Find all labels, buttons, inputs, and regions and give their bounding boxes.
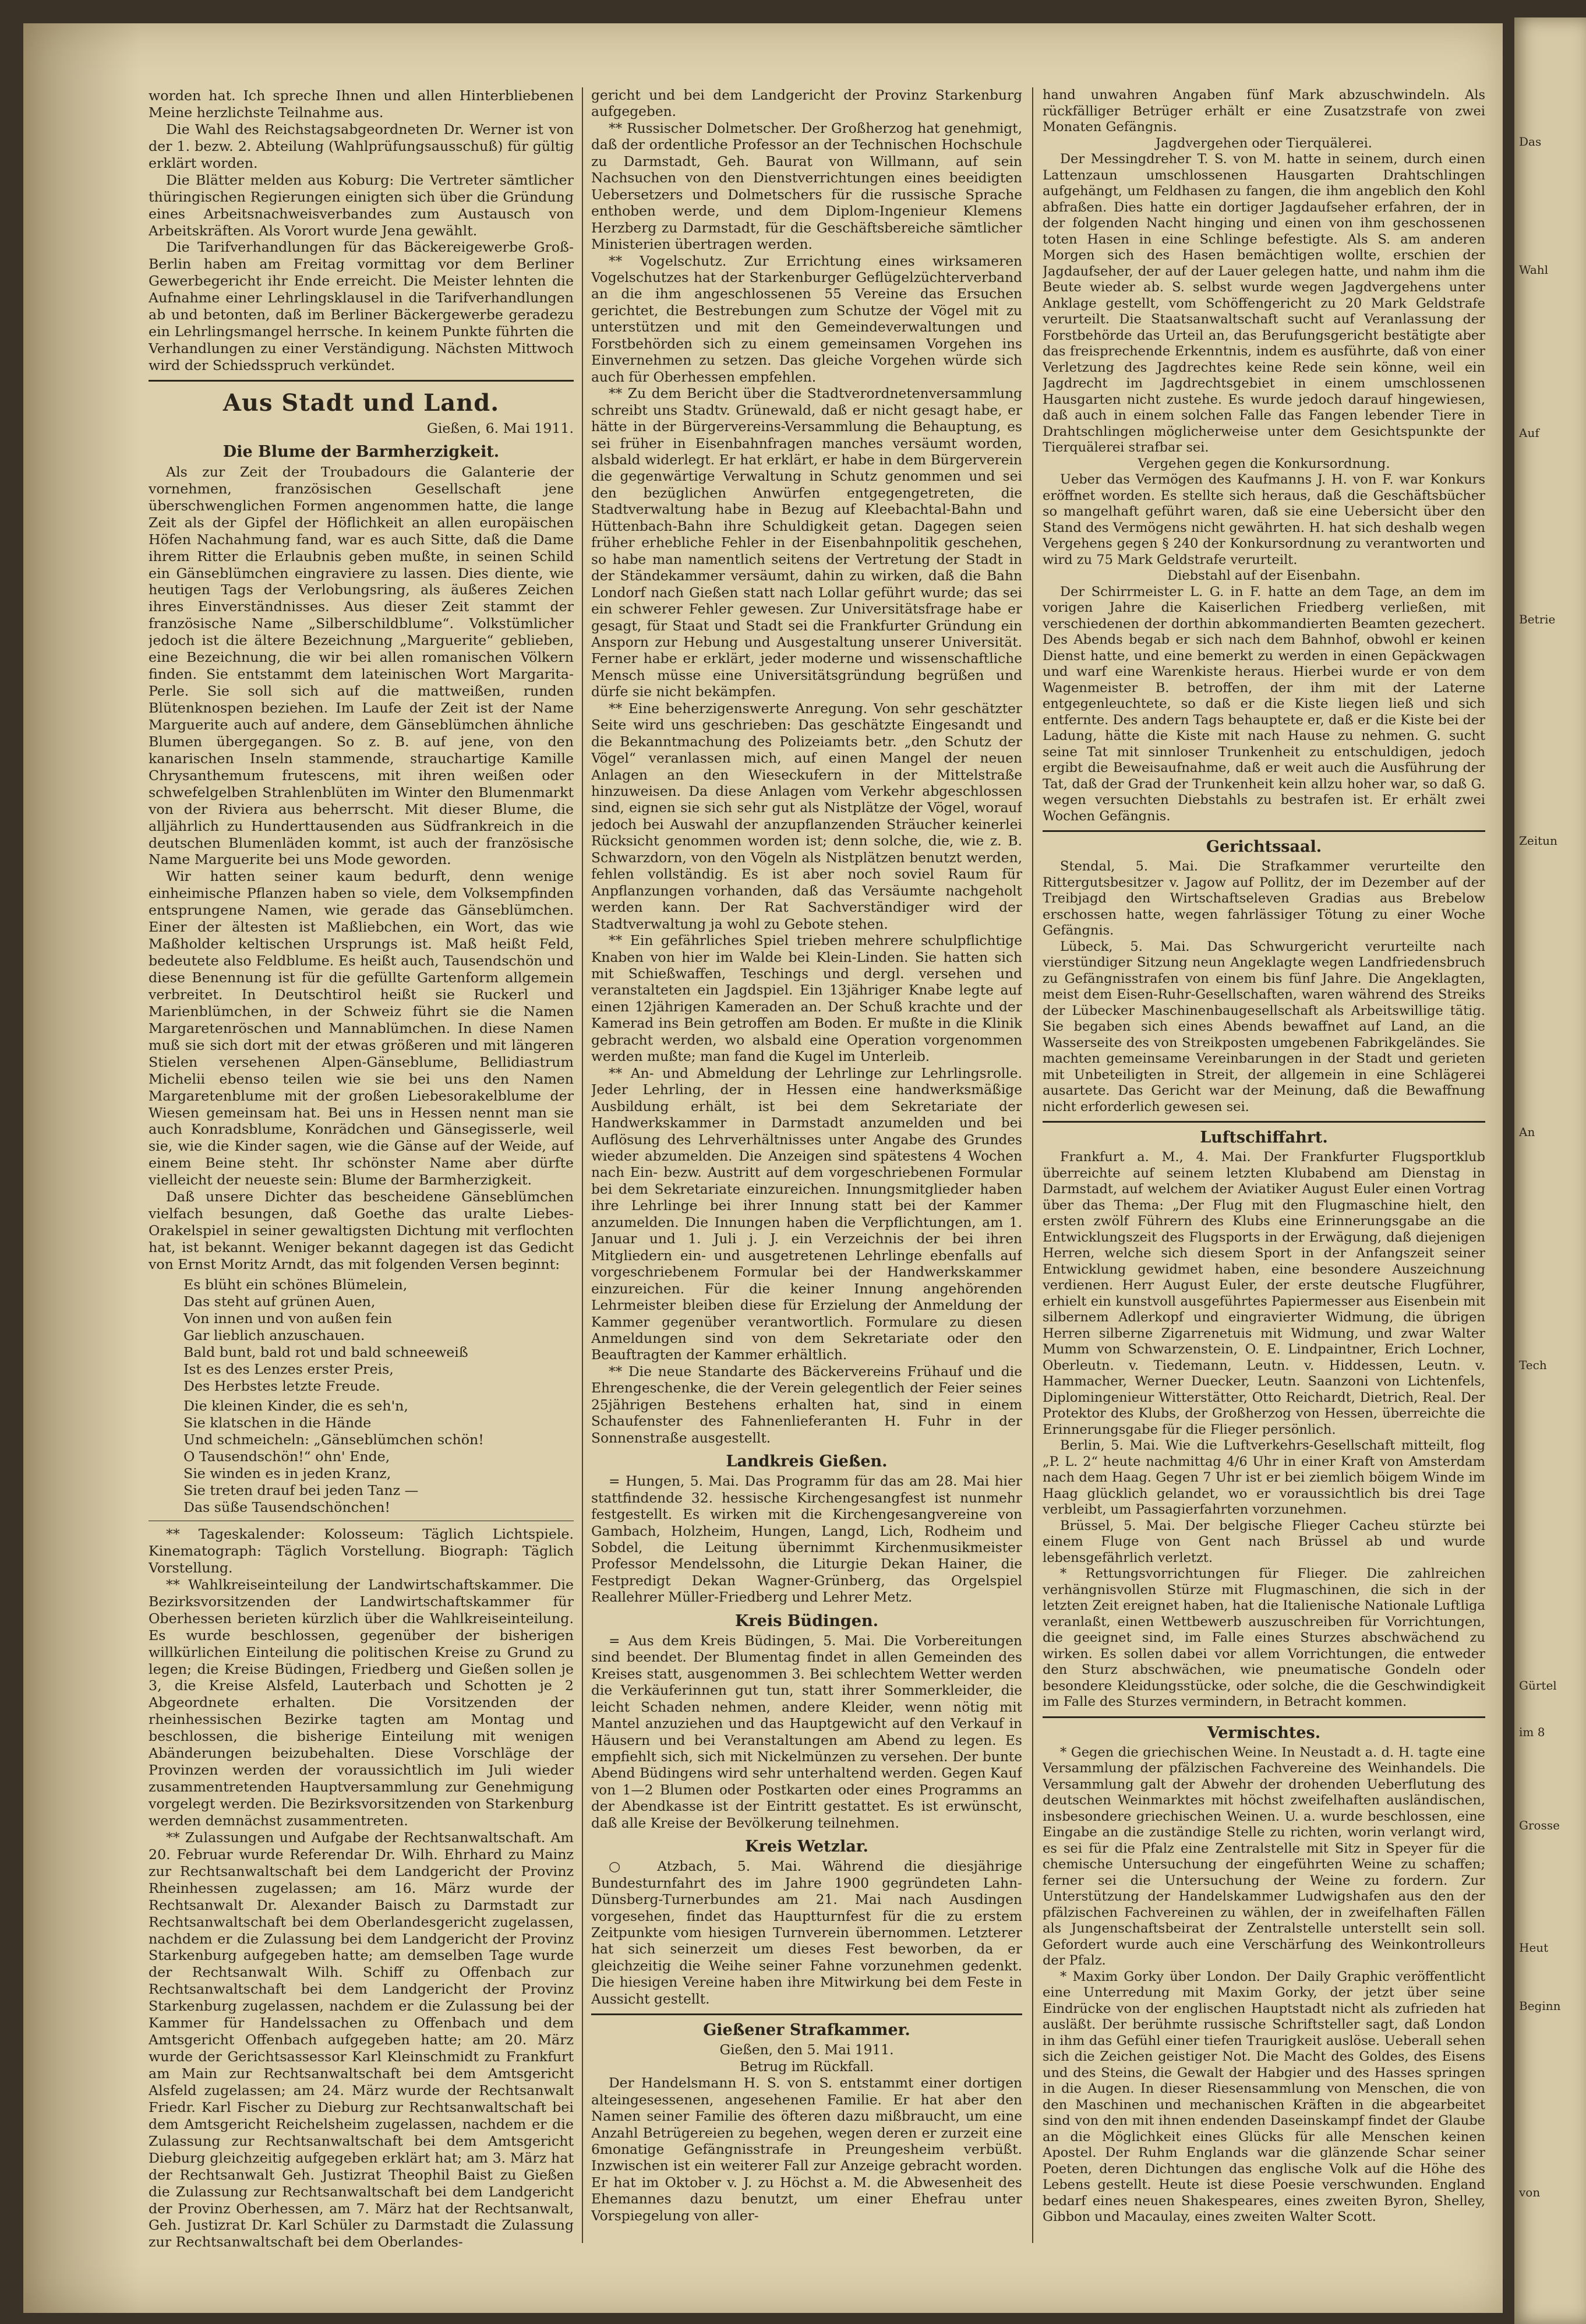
paragraph: ** Eine beherzigenswerte Anregung. Von sehr geschätzter Seite wird uns geschrieben: Das geschätzte Eingesandt und die Bekanntmachung des Polizeiamts betr. „den Schutz der Vögel“ veranlassen mich, auf einen Mangel der neuen Anlagen an den Wieseckufern in der Mittelstraße hinzuweisen. Da diese Anlagen vom Verkehr abgeschlossen sind, eignen sie sich sehr gut als Nistplätze der Vögel, worauf jedoch bei Auswahl der anzupflanzenden Sträucher keinerlei Rücksicht genommen worden ist; denn solche, die, wie z. B. Schwarzdorn, von den Vögeln als Nistplätzen benutzt werden, fehlen vollständig. Es ist aber noch soviel Raum für Anpflanzungen vorhanden, daß das Versäumte nachgeholt werden kann. Der Rat Sachverständiger wird der Stadtverwaltung ja wohl zu Gebote stehen.: [591, 700, 1022, 932]
paragraph: Die Wahl des Reichstagsabgeordneten Dr. Werner ist von der 1. bezw. 2. Abteilung (Wahlprüfungsausschuß) für gültig erklärt worden.: [149, 121, 574, 171]
paragraph: Der Messingdreher T. S. von M. hatte in seinem, durch einen Lattenzaun umschlossenen Hausgarten Drahtschlingen aufgehängt, um Feldhasen zu fangen, die ihm angeblich den Kohl abfraßen. Dies hatte ein dortiger Jagdaufseher erfahren, der in der folgenden Nacht hinging und einen von ihm geschossenen toten Hasen in eine Schlinge befestigte. Als S. am anderen Morgen sich des Hasen bemächtigen wollte, erschien der Jagdaufseher, der auf der Lauer gelegen hatte, und nahm ihm die Beute wieder ab. S. selbst wurde wegen Jagdvergehens unter Anklage gestellt, vom Schöffengericht zu 20 Mark Geldstrafe verurteilt. Die Staatsanwaltschaft sucht auf Veranlassung der Forstbehörde das Urteil an, das Berufungsgericht bestätigte aber das freisprechende Erkenntnis, indem es ausführte, daß von einer Verletzung des Jagdrechtes keine Rede sein könne, weil ein Jagdrecht im Jagdrechtsgebiet in einem umschlossenen Hausgarten nicht zustehe. Es wurde jedoch darauf hingewiesen, daß auch in einem solchen Falle das Fangen lebender Tiere in Drahtschlingen möglicherweise unter dem Gesichtspunkte der Tierquälerei strafbar sei.: [1043, 151, 1485, 455]
page-gutter-shadow: [23, 23, 140, 2313]
paragraph: Die Tarifverhandlungen für das Bäckereigewerbe Groß-Berlin haben am Freitag vormittag vor dem Berliner Gewerbegericht ihr Ende erreicht. Die Meister lehnten die Aufnahme einer Lehrlingsklausel in die Tarifverhandlungen ab und betonten, daß im Berliner Bäckergewerbe geradezu ein Lehrlingsmangel herrsche. In keinem Punkte führten die Verhandlungen zu einer Verständigung. Nächsten Mittwoch wird der Schiedsspruch verkündet.: [149, 239, 574, 373]
subheading: Betrug im Rückfall.: [739, 2058, 874, 2075]
section-rule: [1043, 1121, 1485, 1123]
paragraph: Frankfurt a. M., 4. Mai. Der Frankfurter Flugsportklub überreichte auf seinem letzten Klubabend am Dienstag in Darmstadt, auf welchem der Aviatiker August Euler einen Vortrag über das Thema: „Der Flug mit den Flugmaschine hielt, den ersten zwölf Führern des Klubs eine Erinnerungsgabe an die Entwicklungszeit des Flugsports in der Erwägung, daß diejenigen Herren, welche sich diesem Sport in der Anfangszeit seiner Entwicklung gewidmet haben, eine besondere Auszeichnung verdienen. Herr August Euler, der erste deutsche Flugführer, erhielt ein kunstvoll ausgeführtes Papiermesser aus Eisenbein mit silbernem Adlerkopf und eingravierter Widmung, die übrigen Herren silberne Zigarrenetuis mit Widmung, und zwar Walter Mumm von Schwarzenstein, O. E. Lindpaintner, Erich Lochner, Oberleutn. v. Tiedemann, Leutn. v. Hiddessen, Leutn. v. Hammacher, Werner Duecker, Leutn. Saanzoni von Lichtenfels, Diplomingenieur Witterstätter, Otto Reichardt, Dietrich, Real. Der Protektor des Klubs, der Großherzog von Hessen, überreichte die Erinnerungsgabe für die Flieger persönlich.: [1043, 1149, 1485, 1437]
adjacent-page-edge: [1514, 17, 1586, 2324]
paragraph: ** Russischer Dolmetscher. Der Großherzog hat genehmigt, daß der ordentliche Professor an der Technischen Hochschule zu Darmstadt, Geh. Baurat von Willmann, auf sein Nachsuchen von den Dienstverrichtungen eines beeidigten Uebersetzers und Dolmetschers für die russische Sprache enthoben werde, und dem Diplom-Ingenieur Klemens Herzberg zu Darmstadt, für die Geschäftsbereiche sämtlicher Ministerien übertragen werden.: [591, 120, 1022, 253]
column-2: [591, 87, 1022, 2255]
section-rule: [149, 380, 574, 382]
paragraph: ** Die neue Standarte des Bäckervereins Frühauf und die Ehrengeschenke, die der Verein gelegentlich der Feier seines 25jährigen Bestehens erhalten hat, sind in einem Schaufenster des Fahnenlieferanten H. Fuhr in der Sonnenstraße ausgestellt.: [591, 1363, 1022, 1446]
section-rule: [591, 2013, 1022, 2015]
paragraph: Als zur Zeit der Troubadours die Galanterie der vornehmen, französischen Gesellschaft jene überschwenglichen Formen angenommen hatte, die lange Zeit als der Gipfel der Höflichkeit an allen europäischen Höfen Nachahmung fand, war es auch Sitte, daß die Dame ihrem Ritter die Erlaubnis geben mußte, in seinen Schild ein Gänseblümchen eingraviere zu lassen. Dies diente, wie heutigen Tags der Verlobungsring, als äußeres Zeichen ihres Einverständnisses. Aus dieser Zeit stammt der französische Name „Silberschildblume“. Volkstümlicher jedoch ist die ältere Bezeichnung „Marguerite“ geblieben, eine Bezeichnung, die wir bei allen romanischen Völkern finden. Sie entstammt dem lateinischen Wort Margarita-Perle. Sie soll sich auf die mattweißen, runden Blütenknospen beziehen. Im Laufe der Zeit ist der Name Marguerite auch auf andere, dem Gänseblümchen ähnliche Blumen übergegangen. So z. B. auf jene, von den kanarischen Inseln stammende, strauchartige Kamille Chrysanthemum frutescens, mit ihren weißen oder schwefelgelben Strahlenblüten im Winter den Blumenmarkt von der Riviera aus beherrscht. Mit dieser Blume, die alljährlich zu Hunderttausenden aus Südfrankreich in die deutschen Blumenläden kommt, ist auch der französische Name Marguerite bei uns Mode geworden.: [149, 463, 574, 868]
column-3: [1043, 87, 1485, 2255]
margin-fragment: Wahl: [1519, 263, 1549, 277]
section-heading: Gerichtssaal.: [1206, 838, 1322, 856]
paragraph: Der Handelsmann H. S. von S. entstammt einer dortigen alteingesessenen, angesehenen Familie. Er hat aber den Namen seiner Familie des öfteren dazu mißbraucht, um eine Anzahl Betrügereien zu begehen, wegen deren er zurzeit eine 6monatige Gefängnisstrafe in Preungesheim verbüßt. Inzwischen ist ein weiterer Fall zur Anzeige gebracht worden. Er hat im Oktober v. J. zu Höchst a. M. die Abwesenheit des Ehemannes dazu benutzt, um einer Ehefrau unter Vorspiegelung von aller-: [591, 2075, 1022, 2224]
paragraph: Stendal, 5. Mai. Die Strafkammer verurteilte den Rittergutsbesitzer v. Jagow auf Pollitz, der im Dezember auf der Treibjagd den Wirtschaftseleven Gradias aus Brebelow erschossen hatte, wegen fahrlässiger Tötung zu einer Woche Gefängnis.: [1043, 859, 1485, 938]
column-divider: [1032, 87, 1033, 2243]
paragraph: ** Wahlkreiseinteilung der Landwirtschaftskammer. Die Bezirksvorsitzenden der Landwirtschaftskammer für Oberhessen berieten kürzlich über die Wahlkreiseinteilung. Es wurde beschlossen, gegenüber der bisherigen willkürlichen Einteilung die politischen Kreise zu Grund zu legen; die Kreise Büdingen, Friedberg und Gießen sollen je 3, die Kreise Alsfeld, Lauterbach und Schotten je 2 Abgeordnete erhalten. Die Vorsitzenden der rheinhessischen Bezirke tagten am Montag und beschlossen, die bisherige Einteilung mit wenigen Abänderungen beizubehalten. Diese Vorschläge der Provinzen werden der voraussichtlich im Juli wieder zusammentretenden Hauptversammlung zur Genehmigung vorgelegt werden. Die Bezirksvorsitzenden von Starkenburg werden demnächst zusammentreten.: [149, 1576, 574, 1829]
paragraph: Brüssel, 5. Mai. Der belgische Flieger Cacheu stürzte bei einem Fluge von Gent nach Brüssel ab und wurde lebensgefährlich verletzt.: [1043, 1518, 1485, 1565]
paragraph: Der Schirrmeister L. G. in F. hatte an dem Tage, an dem im vorigen Jahre die Kaiserlichen Friedberg verließen, mit verschiedenen der dorthin abkommandierten Beamten gezechert. Des Abends begab er sich nach dem Bahnhof, obwohl er keinen Dienst hatte, und eine bemerkt zu werden in einen Gepäckwagen und warf eine Warenkiste heraus. Hierbei wurde er von dem Wagenmeister B. betroffen, der ihm mit der Laterne entgegenleuchtete, so daß er die Kiste liegen ließ und sich entfernte. Des andern Tags behauptete er, daß er die Kiste bei der Ladung, hätte die Kiste mit nach Hause zu nehmen. G. sucht seine Tat mit sinnloser Trunkenheit zu entschuldigen, jedoch ergibt die Beweisaufnahme, daß er weit auch die Ausführung der Tat, daß der Grad der Trunkenheit kein allzu hoher war, so daß G. wegen versuchten Diebstahls zu bestrafen ist. Er erhält zwei Wochen Gefängnis.: [1043, 584, 1485, 824]
margin-fragment: Das: [1519, 135, 1542, 149]
subheading: Vergehen gegen die Konkursordnung.: [1138, 456, 1390, 471]
margin-fragment: Heut: [1519, 1941, 1549, 1955]
paragraph: ** An- und Abmeldung der Lehrlinge zur Lehrlingsrolle. Jeder Lehrling, der in Hessen eine handwerksmäßige Ausbildung erhält, ist bei dem Sekretariate der Handwerkskammer in Darmstadt anzumelden und bei Auflösung des Lehrverhältnisses unter Angabe des Grundes wieder abzumelden. Die Anzeigen sind spätestens 4 Wochen nach Ein- bezw. Austritt auf dem vorgeschriebenen Formular bei dem Sekretariate einzureichen. Innungsmitglieder haben ihre Lehrlinge bei ihrer Innung statt bei der Kammer anzumelden. Die Innungen haben die Verpflichtungen, am 1. Januar und 1. Juli j. J. ein Verzeichnis der bei ihren Mitgliedern ein- und ausgetretenen Lehrlinge ebenfalls auf vorgeschriebenem Formular bei der Handwerkskammer einzureichen. Für die keiner Innung angehörenden Lehrmeister bleiben diese für Erzielung der Anmeldung der Kammer gegenüber verantwortlich. Formulare zu diesen Anmeldungen sind von dem Sekretariate oder den Beauftragten der Kammer erhältlich.: [591, 1065, 1022, 1363]
paragraph: gericht und bei dem Landgericht der Provinz Starkenburg aufgegeben.: [591, 87, 1022, 120]
poem-stanza: Die kleinen Kinder, die es seh'n, Sie klatschen in die Hände Und schmeicheln: „Gänseblümchen schön! O Tausendschön!“ ohn' Ende, Sie winden es in jeden Kranz, Sie treten drauf bei jeden Tanz — Das süße Tausendschönchen!: [183, 1398, 484, 1516]
paragraph: ○ Atzbach, 5. Mai. Während die diesjährige Bundesturnfahrt des im Jahre 1900 gegründeten Lahn-Dünsberg-Turnerbundes am 21. Mai nach Ausdingen vorgesehen, findet das Hauptturnfest für die zu erstem Zeitpunkte vom hiesigen Turnverein übernommen. Letzterer hat sich seinerzeit um dieses Fest beworben, da er gleichzeitig die Weihe seiner Fahne vorzunehmen gedenkt. Die hiesigen Vereine haben ihre Mitwirkung bei dem Feste in Aussicht gestellt.: [591, 1859, 1022, 2007]
paragraph: ** Ein gefährliches Spiel trieben mehrere schulpflichtige Knaben von hier im Walde bei Klein-Linden. Sie hatten sich mit Schießwaffen, Teschings und dergl. versehen und veranstalteten ein Jagdspiel. Ein 13jähriger Knabe legte auf einen 12jährigen Kameraden an. Der Schuß krachte und der Kamerad ins Bein getroffen am Boden. Er mußte in die Klinik gebracht werden, wo alsbald eine Operation vorgenommen werden mußte; man fand die Kugel im Unterleib.: [591, 933, 1022, 1065]
column-divider: [582, 87, 583, 2243]
margin-fragment: Betrie: [1519, 612, 1556, 626]
subheading: Diebstahl auf der Eisenbahn.: [1167, 568, 1361, 583]
paragraph: Wir hatten seiner kaum bedurft, denn wenige einheimische Pflanzen haben so viele, dem Volksempfinden entsprungene Namen, wie gerade das Gänseblümchen. Einer der ältesten ist Maßliebchen, ein Wort, das wie Maßholder keltischen Ursprungs ist. Maß heißt Feld, bedeutete also Feldblume. Es heißt auch, Tausendschön und diese Benennung ist für die gefüllte Gartenform allgemein verbreitet. In Deutschtirol heißt sie Ruckerl und Marienblümchen, in der Schweiz führt sie die Namen Margaretenröschen und Mannablümchen. In diese Namen muß sie sich dort mit der etwas größeren und mit längeren Stielen versehenen Alpen-Gänseblume, Bellidiastrum Michelii ebenso teilen wie sie bei uns den Namen Margaretenblume mit der großen Liebesorakelblume der Wiesen gemeinsam hat. Bei uns in Hessen nennt man sie auch Konradsblume, Konrädchen und Gänsegisserle, weil sie, wie die Kinder sagen, wie die Gänse auf der Weide, auf einem Beine steht. Ihr schönster Name aber dürfte vielleicht der neueste sein: Blume der Barmherzigkeit.: [149, 868, 574, 1189]
paragraph: ** Tageskalender: Kolosseum: Täglich Lichtspiele. Kinematograph: Täglich Vorstellung. Biograph: Täglich Vorstellung.: [149, 1526, 574, 1576]
subheading: Jagdvergehen oder Tierquälerei.: [1156, 135, 1372, 151]
poem-stanza: Es blüht ein schönes Blümelein, Das steht auf grünen Auen, Von innen und von außen fein Gar lieblich anzuschauen. Bald bunt, bald rot und bald schneeweiß Ist es des Lenzes erster Preis, Des Herbstes letzte Freude.: [183, 1276, 468, 1394]
dateline: Gießen, 6. Mai 1911.: [426, 419, 574, 436]
paragraph: = Hungen, 5. Mai. Das Programm für das am 28. Mai hier stattfindende 32. hessische Kirchengesangfest ist nunmehr festgestellt. Es wirken mit die Kirchengesangvereine von Gambach, Holzheim, Hungen, Langd, Lich, Rodheim und Sobdel, die Leitung übernimmt Kirchenmusikmeister Professor Mendelssohn, die Liturgie Dekan Hainer, die Festpredigt Dekan Wagner-Grünberg, das Orgelspiel Reallehrer Müller-Friedberg und Lehrer Metz.: [591, 1473, 1022, 1606]
margin-fragment: Beginn: [1519, 1999, 1561, 2013]
margin-fragment: An: [1519, 1125, 1535, 1139]
paragraph: Berlin, 5. Mai. Wie die Luftverkehrs-Gesellschaft mitteilt, flog „P. L. 2“ heute nachmittag 4/6 Uhr in einer Kraft von Amsterdam nach dem Haag. Gegen 7 Uhr ist er bei ziemlich böigem Winde im Haag glücklich gelandet, wo er voraussichtlich bis drei Tage verbleibt, um Passagierfahrten vorzunehmen.: [1043, 1438, 1485, 1517]
paragraph: ** Zulassungen und Aufgabe der Rechtsanwaltschaft. Am 20. Februar wurde Referendar Dr. Wilh. Ehrhard zu Mainz zur Rechtsanwaltschaft bei dem Landgericht der Provinz Rheinhessen zugelassen; am 16. März wurde der Rechtsanwalt Dr. Alexander Baisch zu Darmstadt zur Rechtsanwaltschaft bei dem Oberlandesgericht zugelassen, nachdem er die Zulassung bei dem Landgericht der Provinz Starkenburg aufgegeben hatte; am demselben Tage wurde der Rechtsanwalt Wilh. Schiff zu Offenbach zur Rechtsanwaltschaft bei dem Landgericht der Provinz Starkenburg zugelassen, nachdem er die Zulassung bei der Kammer für Handelssachen zu Offenbach und dem Amtsgericht Offenbach aufgegeben hatte; am 20. März wurde der Gerichtsassessor Karl Kleinschmidt zu Frankfurt am Main zur Rechtsanwaltschaft bei dem Amtsgericht Alsfeld zugelassen; am 24. März wurde der Rechtsanwalt Friedr. Karl Fischer zu Dieburg zur Rechtsanwaltschaft bei dem Amtsgericht Reichelsheim zugelassen, nachdem er die Zulassung zur Rechtsanwaltschaft bei dem Amtsgericht Dieburg gleichzeitig aufgegeben erklärt hat; am 3. März hat der Rechtsanwalt Geh. Justizrat Theophil Baist zu Gießen die Zulassung zur Rechtsanwaltschaft bei dem Landgericht der Provinz Oberhessen, am 7. März hat der Rechtsanwalt, Geh. Justizrat Dr. Karl Schüler zu Darmstadt die Zulassung zur Rechtsanwaltschaft bei dem Oberlandes-: [149, 1829, 574, 2251]
section-heading: Luftschiffahrt.: [1200, 1129, 1328, 1147]
section-heading: Gießener Strafkammer.: [703, 2021, 910, 2040]
section-heading: Vermischtes.: [1207, 1723, 1321, 1742]
region-heading: Kreis Wetzlar.: [745, 1838, 868, 1856]
dateline: Gießen, den 5. Mai 1911.: [719, 2042, 894, 2058]
margin-fragment: Gürtel: [1519, 1678, 1557, 1692]
margin-fragment: Grosse: [1519, 1818, 1560, 1832]
column-1: [149, 87, 574, 2255]
paragraph: ** Zu dem Bericht über die Stadtverordnetenversammlung schreibt uns Stadtv. Grünewald, daß er nicht gesagt habe, er hätte in der Bürgervereins-Versammlung die Behauptung, es sei früher in Eisenbahnfragen manches versäumt worden, alsbald widerlegt. Er hat erklärt, er habe in dem Bürgerverein die gegenwärtige Verwaltung in Schutz genommen und sei den bezüglichen Anwürfen entgegengetreten, die Stadtverwaltung habe in Bezug auf Kleebachtal-Bahn und Hüttenbach-Bahn ihre Schuldigkeit getan. Dagegen seien früher erhebliche Fehler in der Eisenbahnpolitik geschehen, so habe man namentlich seitens der Vertretung der Stadt in der Ständekammer versäumt, dahin zu wirken, daß die Bahn Londorf nach Gießen statt nach Lollar geführt wurde; das sei ein schwerer Fehler gewesen. Zur Universitätsfrage habe er gesagt, für Staat und Stadt sei die Frankfurter Gründung ein Ansporn zur Hebung und Ausgestaltung unserer Universität. Ferner habe er erklärt, jeder moderne und wissenschaftliche Mensch müsse eine Universitätsgründung begrüßen und dürfe sie nicht bekämpfen.: [591, 386, 1022, 700]
paragraph: Die Blätter melden aus Koburg: Die Vertreter sämtlicher thüringischen Regierungen einigten sich über die Gründung eines Arbeitsnachweisverbandes zum Austausch von Arbeitskräften. Als Vorort wurde Jena gewählt.: [149, 171, 574, 239]
region-heading: Landkreis Gießen.: [726, 1452, 888, 1471]
margin-fragment: von: [1519, 2185, 1541, 2199]
margin-fragment: Tech: [1519, 1358, 1547, 1372]
paragraph: * Gegen die griechischen Weine. In Neustadt a. d. H. tagte eine Versammlung der pfälzischen Fachvereine des Weinhandels. Die Versammlung galt der Abwehr der drohenden Ueberflutung des deutschen Weinmarktes mit höchst zweifelhaften ausländischen, insbesondere griechischen Weinen. U. a. wurde beschlossen, eine Eingabe an die zuständige Stelle zu richten, worin verlangt wird, es sei für die Pfalz eine Zentralstelle mit Sitz in Speyer für die chemische Untersuchung der eingeführten Weine zu schaffen; ferner sei die Untersuchung der Weine zu fordern. Zur Unterstützung der Handelskammer Ludwigshafen aus den der pfälzischen Fachvereinen zu wählen, der in zweifelhaften Fällen als Jungenschaftsbeirat der Zentralstelle unterstellt sein soll. Gefordert wurde auch eine Verschärfung des Weinkontrolleurs der Pfalz.: [1043, 1744, 1485, 1968]
section-heading: Aus Stadt und Land.: [222, 389, 500, 417]
paragraph: * Maxim Gorky über London. Der Daily Graphic veröffentlicht eine Unterredung mit Maxim Gorky, der jetzt über seine Eindrücke von der englischen Hauptstadt nicht als zufrieden hat ausläßt. Der berühmte russische Schriftsteller sagt, daß London in ihm das Gefühl einer tiefen Traurigkeit auslöse. Ueberall sehen sich die Zeichen geistiger Not. Die Macht des Goldes, des Eisens und des Steins, die Gewalt der Habgier und des Hasses springen in die Augen. In dieser Riesensammlung von Menschen, die von den Maschinen und mechanischen Kräften in die abgearbeitet sind von den mit ihnen endenden Daseinskampf findet der Glaube an die Möglichkeit eines Glücks für alle Menschen keinen Apostel. Der Ruhm Englands war die glänzende Schar seiner Poeten, deren Dichtungen das englische Volk auf die Höhe des Lebens gestellt. Heute ist diese Poesie verschwunden. England bedarf eines neuen Shakespeares, eines zweiten Byron, Shelley, Gibbon und Macaulay, eines zweiten Walter Scott.: [1043, 1969, 1485, 2224]
paragraph: ** Vogelschutz. Zur Errichtung eines wirksameren Vogelschutzes hat der Starkenburger Geflügelzüchterverband an die ihm angeschlossenen 55 Vereine das Ersuchen gerichtet, die Bestrebungen zum Schutze der Vögel mit zu unterstützen und mit den Gemeindeverwaltungen und Forstbehörden sich zu einem gemeinsamen Vorgehen ins Einvernehmen zu setzen. Das gleiche Vorgehen würde sich auch für Oberhessen empfehlen.: [591, 253, 1022, 385]
margin-fragment: Auf: [1519, 426, 1539, 440]
margin-fragment: im 8: [1519, 1725, 1545, 1739]
paragraph: worden hat. Ich spreche Ihnen und allen Hinterbliebenen Meine herzlichste Teilnahme aus.: [149, 87, 574, 121]
section-rule: [1043, 830, 1485, 832]
paragraph: Ueber das Vermögen des Kaufmanns J. H. von F. war Konkurs eröffnet worden. Es stellte sich heraus, daß die Geschäftsbücher so mangelhaft geführt waren, daß sie eine Uebersicht über den Stand des Vermögens nicht gewährten. H. hat sich deshalb wegen Vergehens gegen § 240 der Konkursordnung zu verantworten und wird zu 75 Mark Geldstrafe verurteilt.: [1043, 472, 1485, 567]
paragraph: Lübeck, 5. Mai. Das Schwurgericht verurteilte nach vierstündiger Sitzung neun Angeklagte wegen Landfriedensbruch zu Gefängnisstrafen von einem bis fünf Jahre. Die Angeklagten, meist dem Eisen-Ruhr-Gesellschaften, waren während des Streiks der Lübecker Maschinenbaugesellschaft als Arbeitswillige tätig. Sie begaben sich eines Abends bewaffnet auf Land, an die Wasserseite des von Streikposten umgebenen Fabrikgeländes. Sie machten gemeinsame Vereinbarungen in der Stadt und gerieten mit Unbeteiligten in Streit, der allgemein in eine Schlägerei ausartete. Das Gericht war der Meinung, daß die Bewaffnung nicht erforderlich gewesen sei.: [1043, 939, 1485, 1115]
region-heading: Kreis Büdingen.: [734, 1611, 879, 1630]
paragraph: * Rettungsvorrichtungen für Flieger. Die zahlreichen verhängnisvollen Stürze mit Flugmaschinen, die sich in der letzten Zeit ereignet haben, hat die Italienische Nationale Luftliga veranlaßt, einen Wettbewerb auszuschreiben für Vorrichtungen, die geeignet sind, im Falle eines Sturzes abschwächend zu wirken. Es sollen dabei vor allem Vorrichtungen, die entweder den Sturz abschwächen, wie pneumatische Gondeln oder besondere Kleidungsstücke, oder solche, die die Geschwindigkeit im Falle des Sturzes vermindern, in Betracht kommen.: [1043, 1566, 1485, 1709]
paragraph: Daß unsere Dichter das bescheidene Gänseblümchen vielfach besungen, daß Goethe das uralte Liebes-Orakelspiel in seiner gewaltigsten Dichtung mit verflochten hat, ist bekannt. Weniger bekannt dagegen ist das Gedicht von Ernst Moritz Arndt, das mit folgenden Versen beginnt:: [149, 1189, 574, 1272]
margin-fragment: Zeitun: [1519, 834, 1557, 848]
paragraph: hand unwahren Angaben fünf Mark abzuschwindeln. Als rückfälliger Betrüger erhält er eine Zusatzstrafe von zwei Monaten Gefängnis.: [1043, 87, 1485, 135]
paragraph: = Aus dem Kreis Büdingen, 5. Mai. Die Vorbereitungen sind beendet. Der Blumentag findet in allen Gemeinden des Kreises statt, ausgenommen 3. Bei schlechtem Wetter werden die Verkäuferinnen gut tun, statt ihrer Sommerkleider, die leicht Schaden nehmen, andere Kleider, wenn nötig mit Mantel anzuziehen und das Hauptgewicht auf den Verkauf in Häusern und bei Veranstaltungen am Abend zu legen. Es empfiehlt sich, sich mit Nickelmünzen zu versehen. Der bunte Abend Büdingens wird sehr unterhaltend werden. Gegen Kauf von 1—2 Blumen oder Postkarten oder eines Programms an der Abendkasse ist der Eintritt gestattet. Es ist erwünscht, daß alle Kreise der Bevölkerung teilnehmen.: [591, 1632, 1022, 1831]
section-rule: [1043, 1716, 1485, 1718]
article-heading: Die Blume der Barmherzigkeit.: [222, 442, 500, 461]
